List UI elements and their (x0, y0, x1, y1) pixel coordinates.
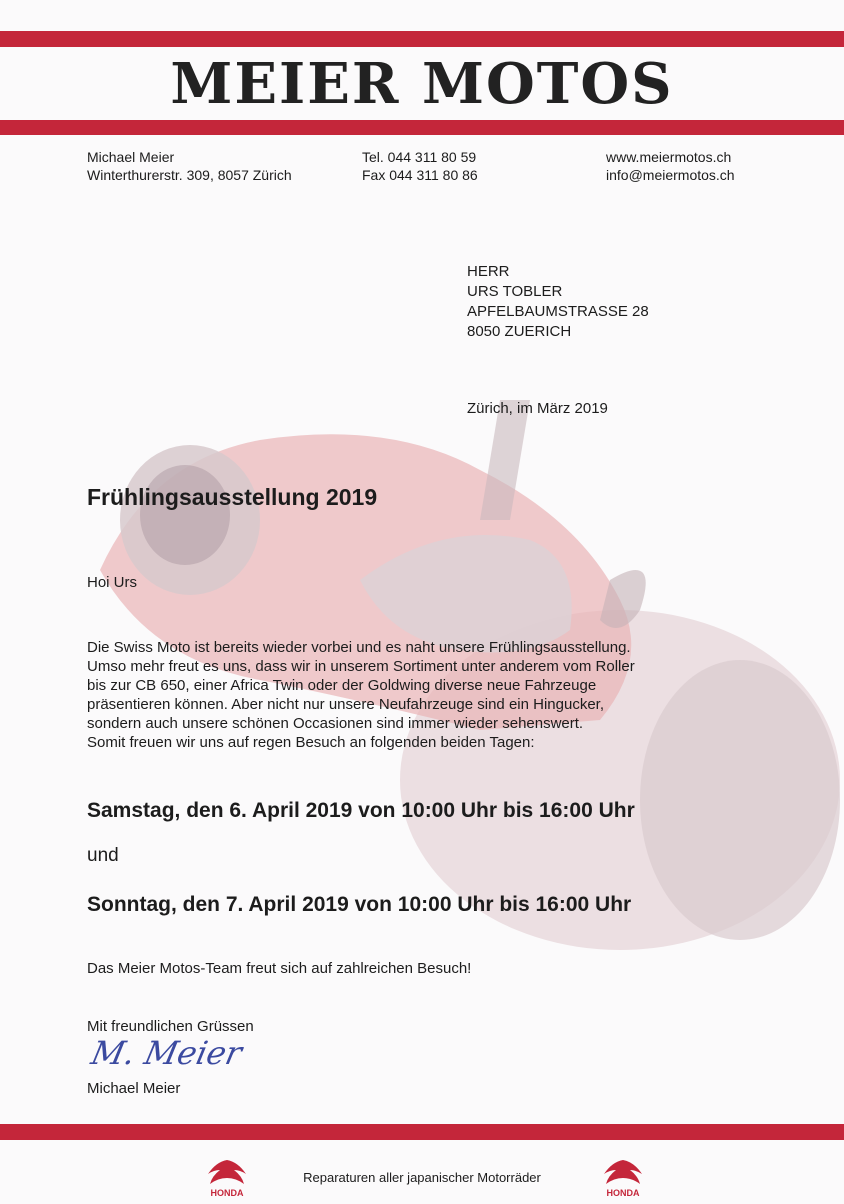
top-red-band (0, 31, 844, 47)
sender-address (87, 148, 292, 184)
footer-red-band (0, 1124, 844, 1140)
recipient-line: URS TOBLER (467, 283, 563, 300)
closing-sentence: Das Meier Motos-Team freut sich auf zahlreichen Besuch! (87, 960, 472, 977)
website-link[interactable]: www.meiermotos.ch (606, 149, 732, 165)
event-day-saturday: Samstag, den 6. April 2019 von 10:00 Uhr bis 16:00 Uhr (87, 799, 635, 822)
header-red-band (0, 120, 844, 135)
recipient-line: 8050 ZUERICH (467, 323, 572, 340)
footer-tagline: Reparaturen aller japanischer Motorräder (303, 1170, 541, 1185)
body-line: präsentieren können. Aber nicht nur unsere Neufahrzeuge sind ein Hingucker, (87, 696, 604, 713)
and-word: und (87, 845, 119, 866)
sender-web (606, 148, 735, 184)
signer-name: Michael Meier (87, 1080, 181, 1097)
greeting: Hoi Urs (87, 574, 138, 591)
letter-date: Zürich, im März 2019 (467, 400, 608, 417)
svg-text:HONDA: HONDA (606, 1188, 640, 1198)
body-line: Umso mehr freut es uns, dass wir in unserem Sortiment unter anderem vom Roller (87, 658, 635, 675)
body-line: Die Swiss Moto ist bereits wieder vorbei und es naht unsere Frühlingsausstellung. (87, 639, 631, 656)
event-day-sunday: Sonntag, den 7. April 2019 von 10:00 Uhr bis 16:00 Uhr (87, 893, 632, 916)
regards: Mit freundlichen Grüssen (87, 1018, 254, 1035)
letter-title: Frühlingsausstellung 2019 (87, 484, 378, 510)
honda-wing-logo-right (596, 1156, 650, 1200)
company-logo: MEIER MOTOS (170, 51, 674, 117)
recipient-line: APFELBAUMSTRASSE 28 (467, 303, 649, 320)
svg-text:HONDA: HONDA (210, 1188, 244, 1198)
letter-body (87, 638, 635, 752)
sender-street: Winterthurerstr. 309, 8057 Zürich (87, 167, 292, 183)
recipient-address (467, 262, 649, 342)
recipient-line: HERR (467, 263, 510, 280)
email-link[interactable]: info@meiermotos.ch (606, 167, 735, 183)
fax-number: Fax 044 311 80 86 (362, 167, 478, 183)
handwritten-signature: M. Meier (87, 1034, 246, 1072)
tel-number: Tel. 044 311 80 59 (362, 149, 477, 165)
body-line: Somit freuen wir uns auf regen Besuch an folgenden beiden Tagen: (87, 734, 535, 751)
sender-name: Michael Meier (87, 149, 175, 165)
sender-phone (362, 148, 478, 184)
body-line: bis zur CB 650, einer Africa Twin oder der Goldwing diverse neue Fahrzeuge (87, 677, 597, 694)
body-line: sondern auch unsere schönen Occasionen sind immer wieder sehenswert. (87, 715, 584, 732)
